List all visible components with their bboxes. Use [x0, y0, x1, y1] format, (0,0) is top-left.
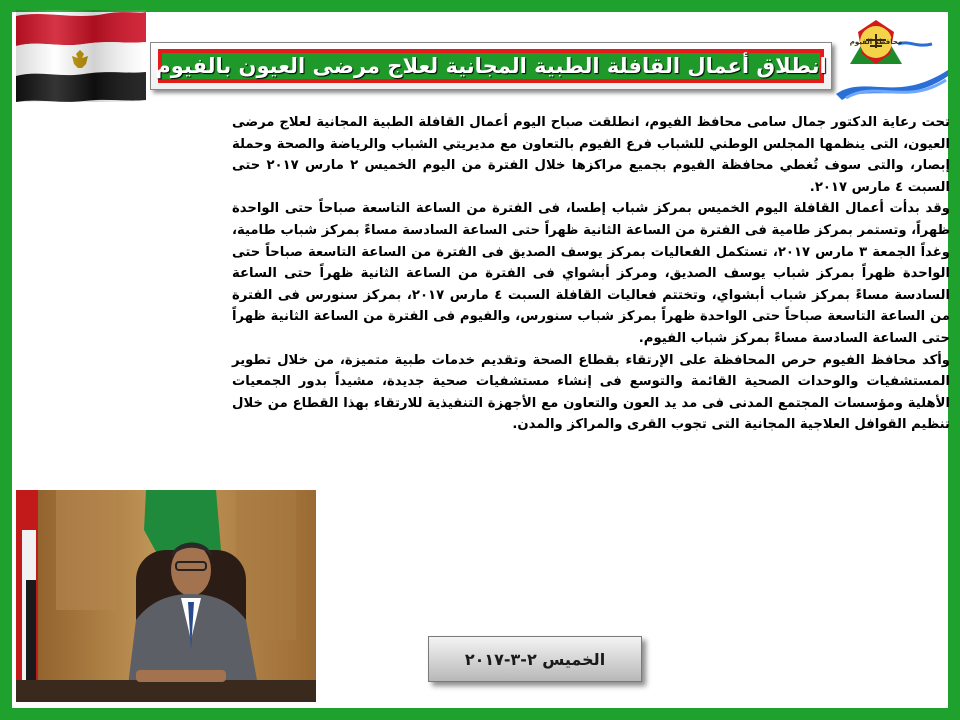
fayoum-emblem-logo: [836, 14, 948, 106]
article-paragraph-3: وأكد محافظ الفيوم حرص المحافظة على الإرتقاء بقطاع الصحة وتقديم خدمات طبية متميزة، من خلال تطوير المستشفيات والوحدات الصحية القائمة والتوسع فى إنشاء مستشفيات صحية جديدة، مشيداً بدور الجمعيات الأهلية ومؤسسات المجتمع المدنى فى مد يد العون والتعاون مع الأجهزة التنفيذية للارتقاء بهذا القطاع من خلال تنظيم القوافل العلاجية المجانية التى تجوب القرى والمراكز والمدن.: [232, 352, 950, 433]
page-title: انطلاق أعمال القافلة الطبية المجانية لعلاج مرضى العيون بالفيوم: [155, 54, 827, 78]
article-paragraph-1: تحت رعاية الدكتور جمال سامى محافظ الفيوم، انطلقت صباح اليوم أعمال القافلة الطبية المجانية لعلاج مرضى العيون، التى ينظمها المجلس الوطني للشباب فرع الفيوم بالتعاون مع مديريتي الشباب والرياضة والصحة وحملة إبصار، والتى سوف تُغطي محافظة الفيوم بجميع مراكزها خلال الفترة من اليوم الخميس ٢ مارس ٢٠١٧ حتى السبت ٤ مارس ٢٠١٧.: [232, 115, 951, 195]
date-box: [428, 636, 642, 682]
title-banner-inner: [155, 49, 827, 83]
title-banner: [150, 42, 832, 90]
article-date: الخميس ٢-٣-٢٠١٧: [464, 649, 606, 669]
article-body: [232, 112, 950, 436]
governor-photo: [16, 490, 316, 702]
egypt-flag-image: [14, 10, 148, 102]
article-paragraph-2: وقد بدأت أعمال القافلة اليوم الخميس بمركز شباب إطسا، فى الفترة من الساعة التاسعة صباحاً حتى الواحدة ظهراً، وتستمر بمركز طامية فى الفترة من الساعة الثانية ظهراً حتى الساعة السادسة مساءً بمركز شباب طامية، وغداً الجمعة ٣ مارس ٢٠١٧، تستكمل الفعاليات بمركز يوسف الصديق فى الفترة من الساعة التاسعة صباحاً حتى الواحدة ظهراً بمركز شباب يوسف الصديق، ومركز أبشواي فى الفترة من الساعة الثانية ظهراً حتى الساعة السادسة مساءً بمركز شباب أبشواي، وتختتم فعاليات القافلة السبت ٤ مارس ٢٠١٧، بمركز سنورس فى الفترة من الساعة التاسعة صباحاً حتى الواحدة ظهراً بمركز شباب سنورس، والفيوم فى الفترة من الساعة الثانية ظهراً حتى الساعة السادسة مساءً بمركز شباب الفيوم.: [232, 201, 950, 346]
emblem-label: محافظة الفيوم: [849, 38, 903, 46]
